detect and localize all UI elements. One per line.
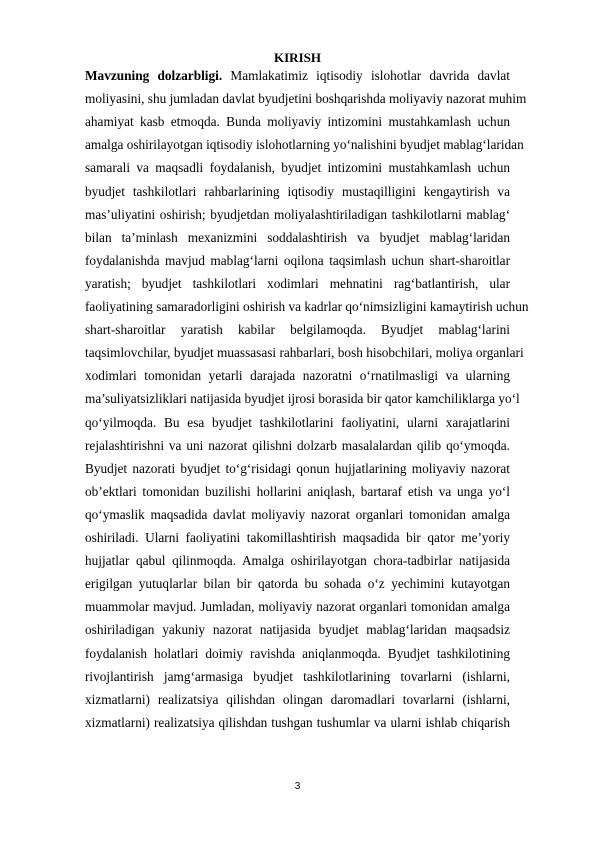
- body-line: hujjatlar qabul qilinmoqda. Amalga oshirilayotgan chora-tadbirlar natijasida: [85, 553, 510, 569]
- body-line: rivojlantirish jamg‘armasiga byudjet tashkilotlarining tovarlarni (ishlarni,: [85, 668, 510, 684]
- body-line: amalga oshirilayotgan iqtisodiy islohotlarning yo‘nalishini byudjet mablag‘laridan: [85, 137, 524, 153]
- body-line: qo‘yilmoqda. Bu esa byudjet tashkilotlarini faoliyatini, ularni xarajatlarini: [85, 414, 510, 430]
- body-line: foydalanish holatlari doimiy ravishda aniqlanmoqda. Byudjet tashkilotining: [85, 645, 510, 661]
- body-line: erigilgan yutuqlarlar bilan bir qatorda bu sohada o‘z yechimini kutayotgan: [85, 576, 510, 592]
- body-line: qo‘ymaslik maqsadida davlat moliyaviy nazorat organlari tomonidan amalga: [85, 506, 510, 522]
- body-line: taqsimlovchilar, byudjet muassasasi rahbarlari, bosh hisobchilari, moliya organlari: [85, 345, 524, 361]
- body-line: samarali va maqsadli foydalanish, byudjet intizomini mustahkamlash uchun: [85, 160, 510, 176]
- body-line: foydalanishda mavjud mablag‘larni oqilona taqsimlash uchun shart-sharoitlar: [85, 252, 510, 268]
- page-number: 3: [294, 781, 301, 792]
- body-line: faoliyatining samaradorligini oshirish va kadrlar qo‘nimsizligini kamaytirish uchun: [85, 299, 529, 314]
- body-line: oshiriladigan yakuniy nazorat natijasida byudjet mablag‘laridan maqsadsiz: [85, 622, 510, 638]
- body-line: xodimlari tomonidan yetarli darajada nazoratni o‘rnatilmasligi va ularning: [85, 368, 510, 384]
- section-heading: KIRISH: [274, 50, 321, 65]
- lead-bold-phrase: Mavzuning dolzarbligi.: [85, 68, 223, 83]
- body-line: ma’suliyatsizliklari natijasida byudjet ijrosi borasida bir qator kamchiliklarga yo‘l: [85, 391, 520, 407]
- body-line: xizmatlarni) realizatsiya qilishdan olingan daromadlari tovarlarni (ishlarni,: [85, 691, 510, 707]
- body-line: yaratish; byudjet tashkilotlari xodimlari mehnatini rag‘batlantirish, ular: [85, 275, 510, 291]
- body-line: muammolar mavjud. Jumladan, moliyaviy nazorat organlari tomonidan amalga: [85, 599, 510, 615]
- body-line: Byudjet nazorati byudjet to‘g‘risidagi qonun hujjatlarining moliyaviy nazorat: [85, 460, 510, 476]
- body-line: ahamiyat kasb etmoqda. Bunda moliyaviy intizomini mustahkamlash uchun: [85, 114, 510, 130]
- body-line: rejalashtirishni va uni nazorat qilishni dolzarb masalalardan qilib qo‘ymoqda.: [85, 437, 510, 453]
- body-line: bilan ta’minlash mexanizmini soddalashtirish va byudjet mablag‘laridan: [85, 229, 510, 245]
- body-line: mas’uliyatini oshirish; byudjetdan moliyalashtiriladigan tashkilotlarni mablag‘: [85, 206, 510, 222]
- body-line: [85, 67, 510, 85]
- body-line-text: Mamlakatimiz iqtisodiy islohotlar davrida davlat: [230, 68, 510, 83]
- body-line: xizmatlarni) realizatsiya qilishdan tushgan tushumlar va ularni ishlab chiqarish: [85, 714, 510, 730]
- body-line: byudjet tashkilotlari rahbarlarining iqtisodiy mustaqilligini kengaytirish va: [85, 183, 510, 199]
- body-line: oshiriladi. Ularni faoliyatini takomillashtirish maqsadida bir qator me’yoriy: [85, 530, 510, 545]
- body-line: ob’ektlari tomonidan buzilishi hollarini aniqlash, bartaraf etish va unga yo‘l: [85, 483, 510, 499]
- body-line: moliyasini, shu jumladan davlat byudjetini boshqarishda moliyaviy nazorat muhim: [85, 91, 527, 107]
- body-line: shart-sharoitlar yaratish kabilar belgilamoqda. Byudjet mablag‘larini: [85, 322, 510, 338]
